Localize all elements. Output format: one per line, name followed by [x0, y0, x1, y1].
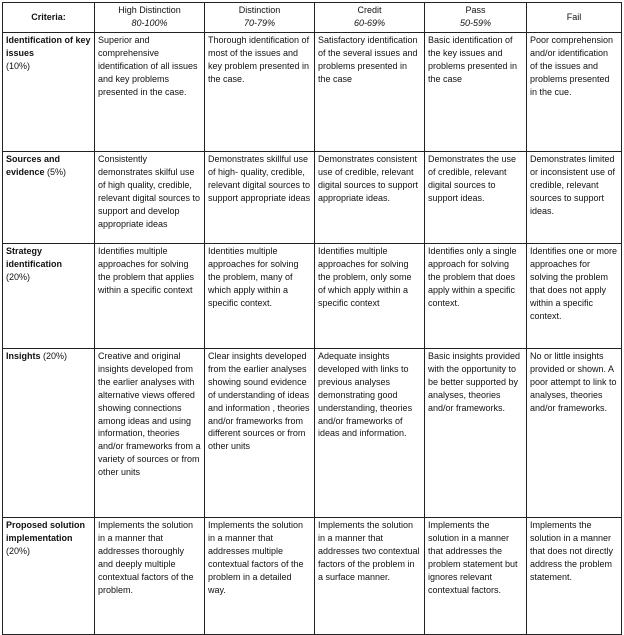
criterion-cell	[3, 244, 95, 349]
criterion-name: Identification of key issues	[6, 35, 91, 58]
descriptor-distinction: Implements the solution in a manner that addresses multiple contextual factors of the problem in a detailed way.	[205, 518, 315, 635]
descriptor-high-distinction: Consistently demonstrates skilful use of high quality, credible, relevant digital sources to support and develop appropriate ideas	[95, 152, 205, 244]
criterion-weight: (10%)	[6, 60, 31, 71]
grade-name: Fail	[566, 11, 582, 22]
grade-range: 50-59%	[459, 17, 492, 28]
grade-range: 60-69%	[353, 17, 386, 28]
grade-header-fail	[527, 3, 622, 33]
descriptor-fail: No or little insights provided or shown. A poor attempt to link to analyses, theories and/or frameworks.	[527, 349, 622, 518]
grade-header-pass	[425, 3, 527, 33]
grade-header-high-distinction	[95, 3, 205, 33]
descriptor-credit: Satisfactory identification of the several issues and problems presented in the case	[315, 33, 425, 152]
criterion-row-sources-evidence	[3, 152, 622, 244]
criteria-header: Criteria:	[3, 3, 95, 33]
criterion-row-solution-implementation	[3, 518, 622, 635]
descriptor-pass: Identifies only a single approach for solving the problem that does apply within a specific context.	[425, 244, 527, 349]
grade-name: High Distinction	[118, 5, 181, 15]
descriptor-fail: Identifies one or more approaches for solving the problem that does not apply within a specific context.	[527, 244, 622, 349]
descriptor-distinction: Identities multiple approaches for solving the problem, many of which apply within a specific context.	[205, 244, 315, 349]
assessment-rubric-table	[2, 2, 622, 635]
descriptor-pass: Basic insights provided with the opportunity to be better supported by analyses, theories and/or frameworks.	[425, 349, 527, 518]
descriptor-pass: Basic identification of the key issues and problems presented in the case	[425, 33, 527, 152]
grade-header-distinction	[205, 3, 315, 33]
criterion-name: Strategy identification	[6, 246, 62, 269]
criterion-weight: (5%)	[47, 166, 67, 177]
criterion-cell	[3, 518, 95, 635]
grade-name: Distinction	[238, 5, 281, 15]
criterion-row-key-issues	[3, 33, 622, 152]
descriptor-distinction: Thorough identification of most of the issues and key problem presented in the case.	[205, 33, 315, 152]
descriptor-pass: Implements the solution in a manner that addresses the problem statement but ignores relevant contextual factors.	[425, 518, 527, 635]
grade-name: Pass	[465, 5, 486, 15]
criterion-cell	[3, 33, 95, 152]
descriptor-distinction: Clear insights developed from the earlier analyses showing sound evidence of understanding of ideas and information , theories and/or frameworks from different sources or from other units	[205, 349, 315, 518]
criterion-weight: (20%)	[43, 351, 68, 361]
descriptor-fail: Poor comprehension and/or identification of the issues and problems presented in the cue.	[527, 33, 622, 152]
grade-header-credit	[315, 3, 425, 33]
criterion-name: Proposed solution implementation	[6, 520, 86, 543]
descriptor-fail: Implements the solution in a manner that does not directly address the problem statement.	[527, 518, 622, 635]
criterion-weight: (20%)	[6, 545, 31, 556]
criterion-cell	[3, 349, 95, 518]
descriptor-credit: Demonstrates consistent use of credible, relevant digital sources to support appropriate ideas.	[315, 152, 425, 244]
descriptor-fail: Demonstrates limited or inconsistent use of credible, relevant sources to support ideas.	[527, 152, 622, 244]
criterion-name: Insights	[6, 351, 41, 361]
descriptor-credit: Adequate insights developed with links to previous analyses demonstrating good understanding, theories and/or frameworks of ideas and information.	[315, 349, 425, 518]
descriptor-high-distinction: Superior and comprehensive identification of all issues and key problems presented in the case.	[95, 33, 205, 152]
grade-range: 70-79%	[243, 17, 276, 28]
descriptor-pass: Demonstrates the use of credible, relevant digital sources to support ideas.	[425, 152, 527, 244]
criterion-name: Sources and evidence	[6, 154, 61, 177]
descriptor-distinction: Demonstrates skillful use of high- quality, credible, relevant digital sources to support appropriate ideas	[205, 152, 315, 244]
criterion-cell	[3, 152, 95, 244]
descriptor-high-distinction: Implements the solution in a manner that addresses thoroughly and deeply multiple contextual factors of the problem.	[95, 518, 205, 635]
descriptor-high-distinction: Creative and original insights developed from the earlier analyses with alternative views offered showing connections among ideas and using information, theories and/or frameworks from a variety of sources or from other units	[95, 349, 205, 518]
criterion-row-insights	[3, 349, 622, 518]
header-row	[3, 3, 622, 33]
descriptor-credit: Identifies multiple approaches for solving the problem, only some of which apply within a specific context	[315, 244, 425, 349]
grade-range: 80-100%	[131, 17, 168, 28]
descriptor-high-distinction: Identifies multiple approaches for solving the problem that applies within a specific context	[95, 244, 205, 349]
grade-name: Credit	[357, 5, 382, 15]
descriptor-credit: Implements the solution in a manner that addresses two contextual factors of the problem in a surface manner.	[315, 518, 425, 635]
criterion-row-strategy	[3, 244, 622, 349]
criterion-weight: (20%)	[6, 271, 31, 282]
